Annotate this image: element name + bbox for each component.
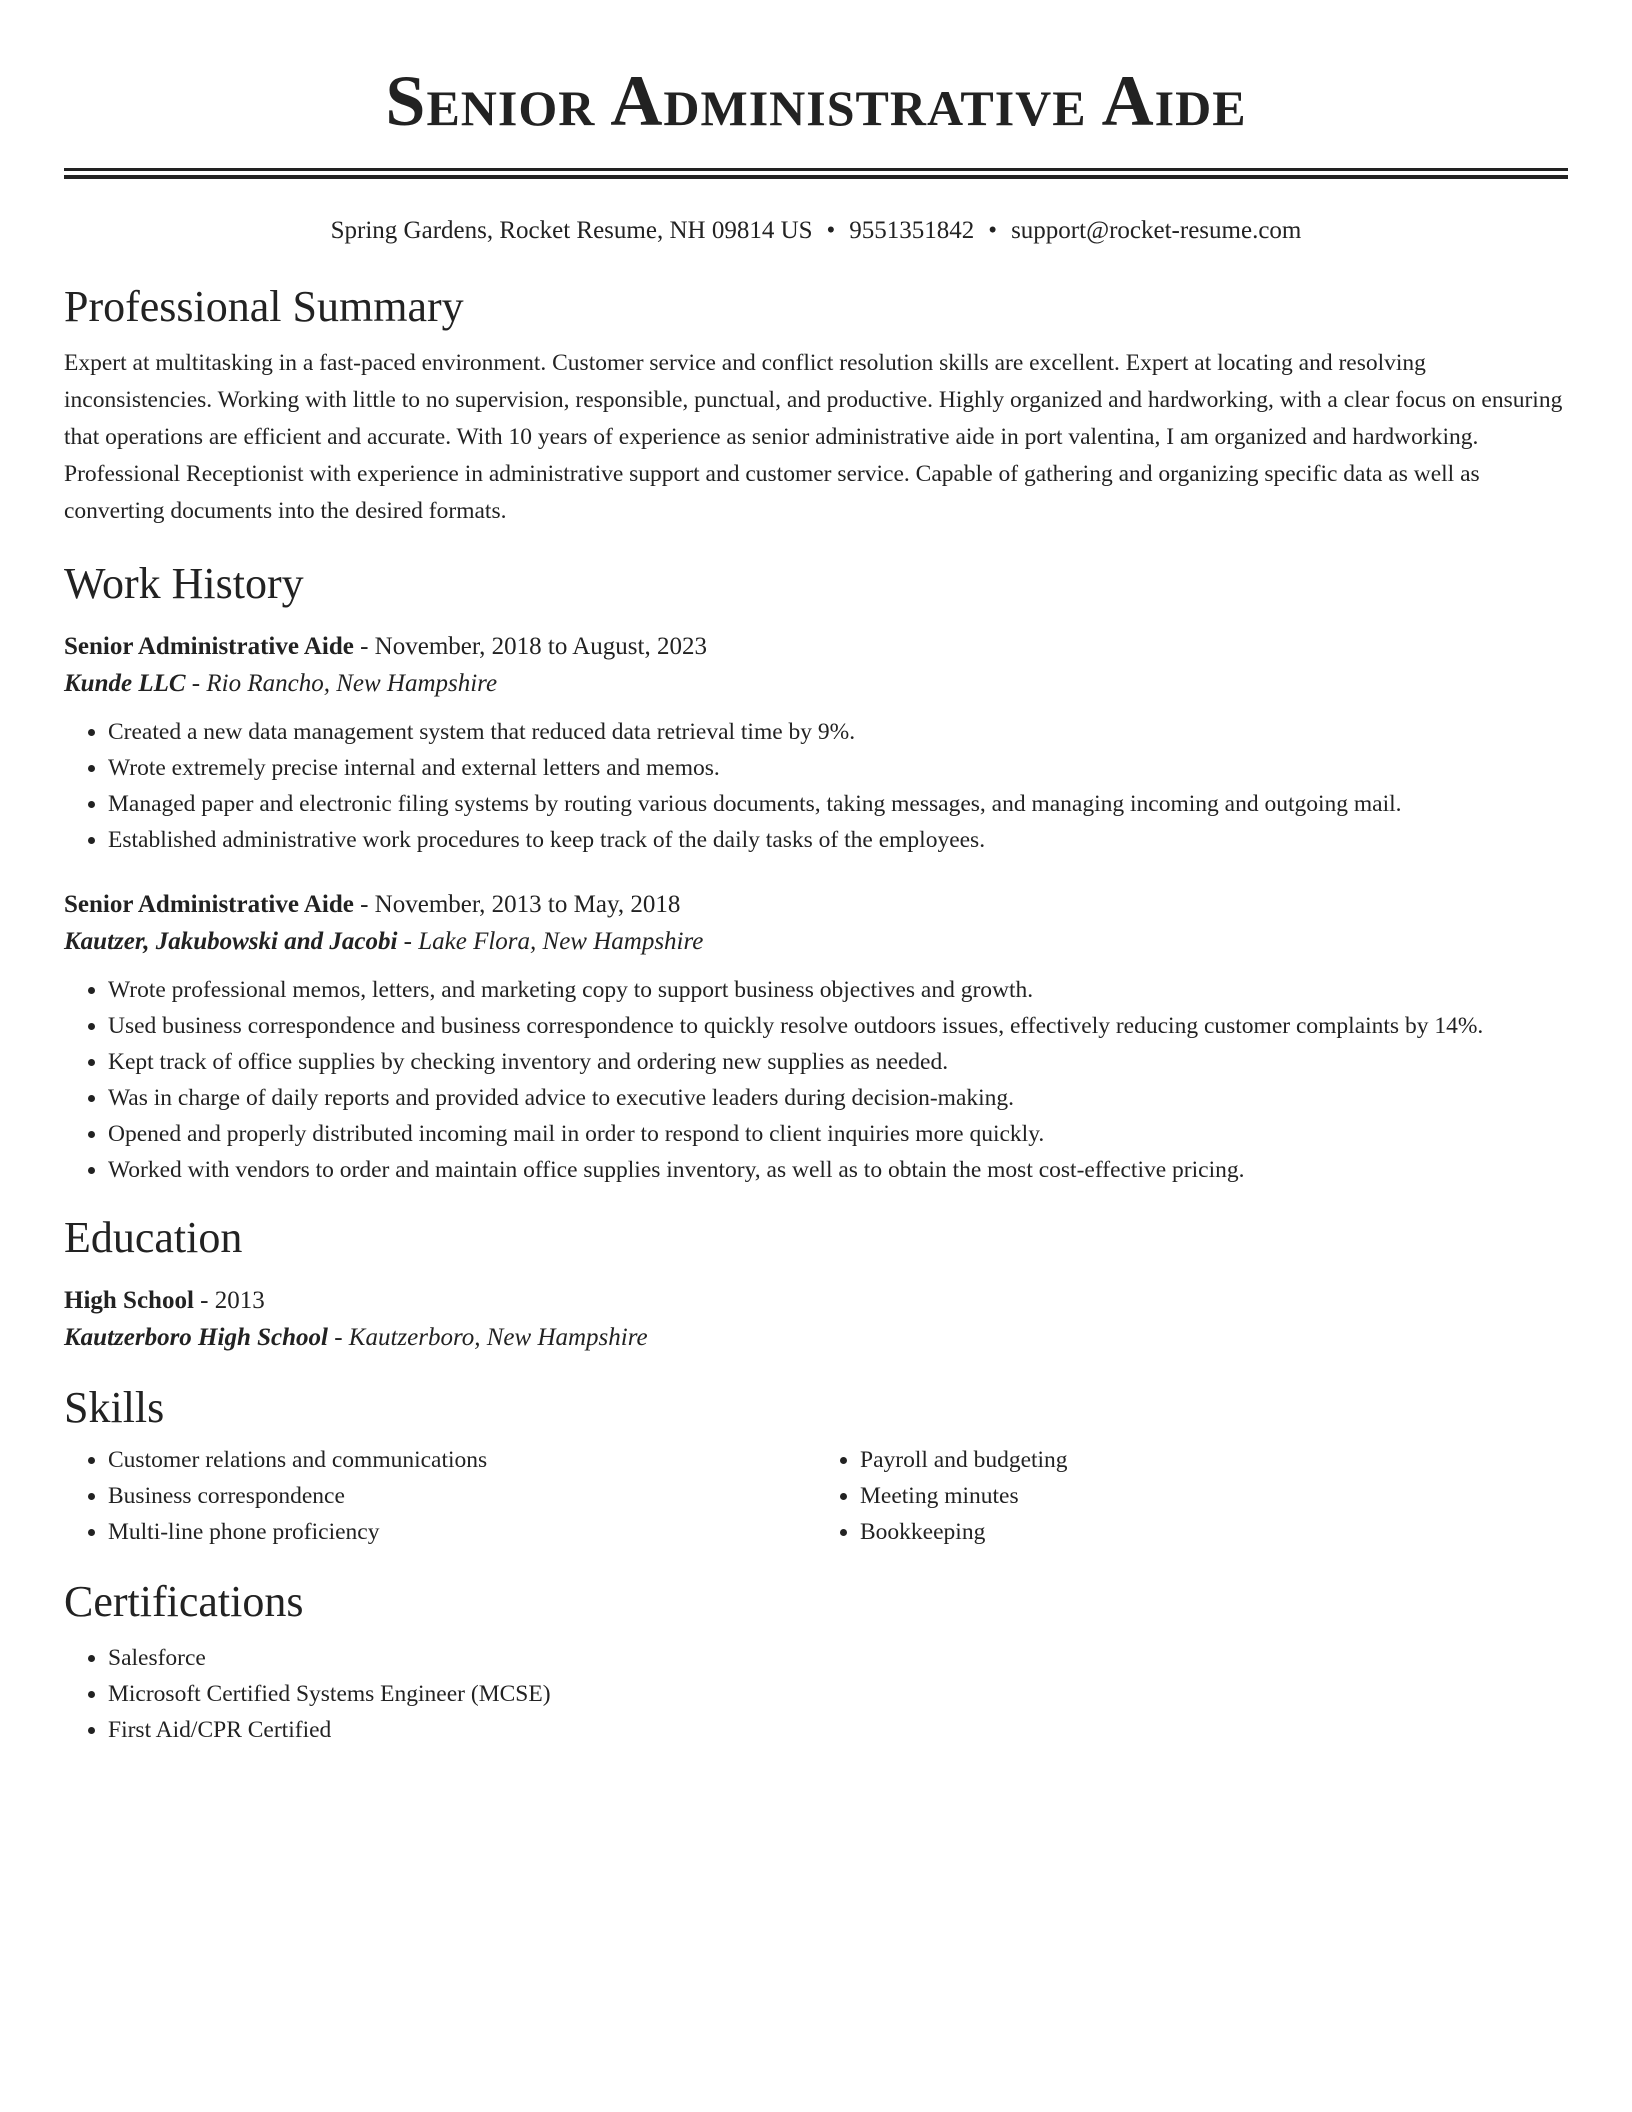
education-entry — [64, 1282, 1568, 1356]
job-dates: - November, 2018 to August, 2023 — [360, 633, 707, 660]
job-title: Senior Administrative Aide — [64, 891, 354, 918]
skills-grid — [64, 1442, 1568, 1550]
job-bullet: • Managed paper and electronic filing systems by routing various documents, taking messages, and managing incoming and outgoing mail. — [108, 786, 1568, 822]
job-bullet: • Established administrative work procedures to keep track of the daily tasks of the employees. — [108, 822, 1568, 858]
work-history-section — [64, 558, 1568, 1188]
education-location: - Kautzerboro, New Hampshire — [334, 1324, 648, 1351]
job-bullets — [64, 714, 1568, 858]
resume-name: Senior Administrative Aide — [385, 61, 1247, 141]
job-dates: - November, 2013 to May, 2018 — [360, 891, 681, 918]
job-title-line — [64, 886, 1568, 923]
job-company: Kunde LLC — [64, 670, 186, 697]
skill-item: • Business correspondence — [108, 1478, 816, 1514]
skills-list-left — [64, 1442, 816, 1550]
job-bullet: • Wrote professional memos, letters, and marketing copy to support business objectives and growth. — [108, 972, 1568, 1008]
skill-item: • Payroll and budgeting — [860, 1442, 1568, 1478]
education-school: Kautzerboro High School — [64, 1324, 328, 1351]
job-bullet: • Used business correspondence and business correspondence to quickly resolve outdoors issues, effectively reducing customer complaints by 14%. — [108, 1008, 1568, 1044]
job-location: - Rio Rancho, New Hampshire — [191, 670, 498, 697]
education-year: - 2013 — [200, 1287, 265, 1314]
education-degree: High School — [64, 1287, 194, 1314]
certification-item: • First Aid/CPR Certified — [108, 1712, 1568, 1748]
job-bullet: • Worked with vendors to order and maintain office supplies inventory, as well as to obtain the most cost-effective pricing. — [108, 1152, 1568, 1188]
certification-item: • Microsoft Certified Systems Engineer (MCSE) — [108, 1676, 1568, 1712]
job-bullets — [64, 972, 1568, 1188]
section-heading-work: Work History — [64, 559, 304, 608]
certifications-list — [64, 1640, 1568, 1748]
section-heading-education: Education — [64, 1213, 243, 1262]
job-bullet: • Opened and properly distributed incoming mail in order to respond to client inquiries more quickly. — [108, 1116, 1568, 1152]
education-section — [64, 1212, 1568, 1356]
job-company-line — [64, 923, 1568, 960]
job-company: Kautzer, Jakubowski and Jacobi — [64, 928, 398, 955]
job-bullet: • Created a new data management system that reduced data retrieval time by 9%. — [108, 714, 1568, 750]
job-location: - Lake Flora, New Hampshire — [403, 928, 704, 955]
contact-phone: 9551351842 — [849, 217, 975, 244]
job-entry — [64, 886, 1568, 1188]
job-title-line — [64, 628, 1568, 665]
education-school-line — [64, 1319, 1568, 1356]
skill-item: • Multi-line phone proficiency — [108, 1514, 816, 1550]
job-company-line — [64, 665, 1568, 702]
section-heading-skills: Skills — [64, 1383, 165, 1432]
job-bullet: • Kept track of office supplies by checking inventory and ordering new supplies as needed. — [108, 1044, 1568, 1080]
certifications-section — [64, 1576, 1568, 1748]
summary-text: Expert at multitasking in a fast-paced environment. Customer service and conflict resolution skills are excellent. Expert at locating and resolving inconsistencies. Working with little to no supervision, responsible, punctual, and productive. Highly organized and hardworking, with a clear focus on ensuring that operations are efficient and accurate. With 10 years of experience as senior administrative aide in port valentina, I am organized and hardworking. Professional Receptionist with experience in administrative support and customer service. Capable of gathering and organizing specific data as well as converting documents into the desired formats. — [64, 350, 1563, 524]
education-degree-line — [64, 1282, 1568, 1319]
skill-item: • Bookkeeping — [860, 1514, 1568, 1550]
job-title: Senior Administrative Aide — [64, 633, 354, 660]
skill-item: • Customer relations and communications — [108, 1442, 816, 1478]
skills-section — [64, 1382, 1568, 1550]
contact-separator: • — [988, 217, 998, 244]
header-divider — [64, 168, 1568, 179]
contact-separator: • — [826, 217, 836, 244]
contact-line — [64, 213, 1568, 249]
contact-email: support@rocket-resume.com — [1011, 217, 1302, 244]
job-bullet: • Was in charge of daily reports and provided advice to executive leaders during decision-making. — [108, 1080, 1568, 1116]
summary-section — [64, 281, 1568, 530]
section-heading-certifications: Certifications — [64, 1577, 304, 1626]
skill-item: • Meeting minutes — [860, 1478, 1568, 1514]
skills-list-right — [816, 1442, 1568, 1550]
certification-item: • Salesforce — [108, 1640, 1568, 1676]
job-entry — [64, 628, 1568, 858]
contact-address: Spring Gardens, Rocket Resume, NH 09814 US — [330, 217, 813, 244]
section-heading-summary: Professional Summary — [64, 282, 464, 331]
job-bullet: • Wrote extremely precise internal and external letters and memos. — [108, 750, 1568, 786]
